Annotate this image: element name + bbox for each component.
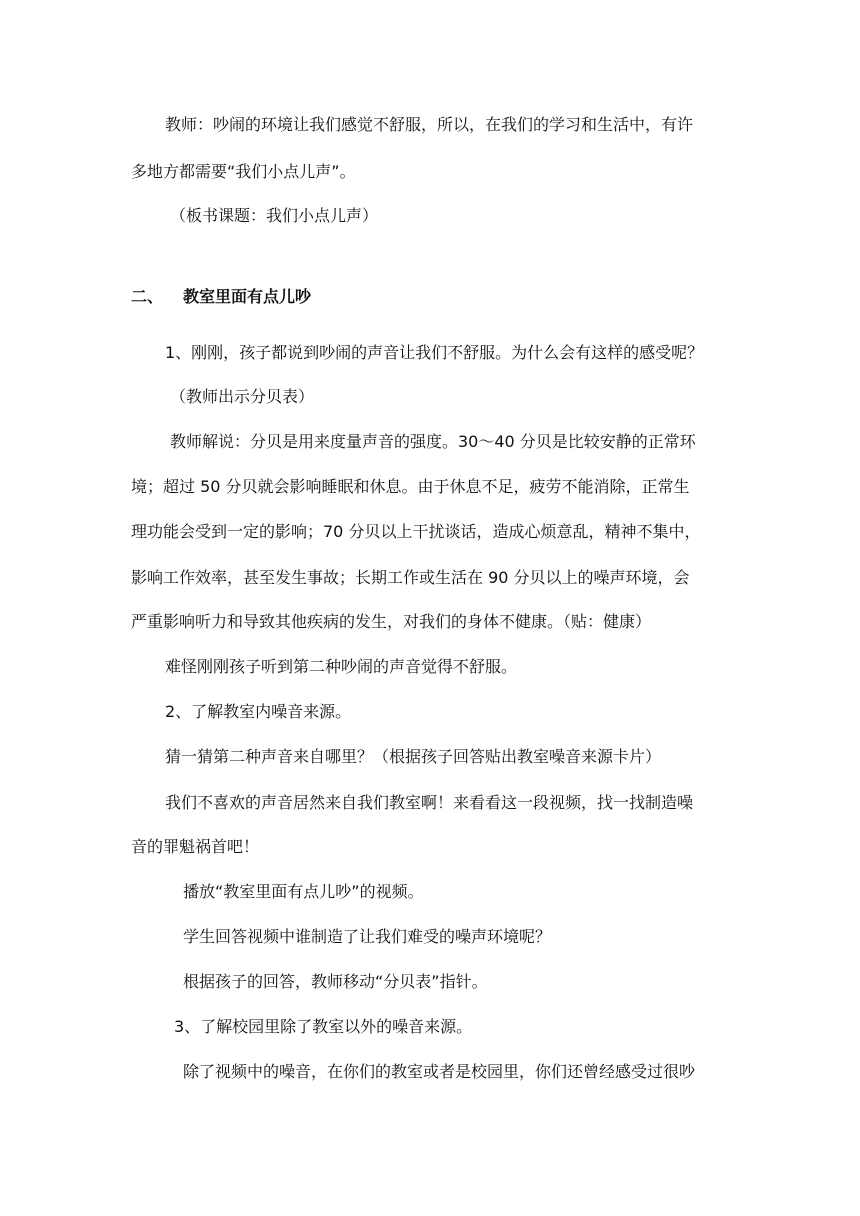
paragraph-line: 我们不喜欢的声音居然来自我们教室啊！来看看这一段视频，找一找制造噪 <box>165 793 694 812</box>
paragraph-line: 除了视频中的噪音，在你们的教室或者是校园里，你们还曾经感受过很吵 <box>183 1062 696 1081</box>
paragraph-line: 多地方都需要“我们小点儿声”。 <box>131 162 356 181</box>
paragraph-line: 难怪刚刚孩子听到第二种吵闹的声音觉得不舒服。 <box>165 657 518 676</box>
paragraph-line: 严重影响听力和导致其他疾病的发生，对我们的身体不健康。（贴：健康） <box>131 612 652 631</box>
paragraph-line: 教师：吵闹的环境让我们感觉不舒服，所以，在我们的学习和生活中，有许 <box>165 115 694 134</box>
paragraph-line: 理功能会受到一定的影响；70 分贝以上干扰谈话，造成心烦意乱，精神不集中， <box>131 522 701 541</box>
paragraph-line: 播放“教室里面有点儿吵”的视频。 <box>183 882 424 901</box>
paragraph-line: 音的罪魁祸首吧！ <box>131 837 260 856</box>
paragraph-line: 根据孩子的回答，教师移动“分贝表”指针。 <box>183 972 488 991</box>
paragraph-line: （板书课题：我们小点儿声） <box>170 206 379 225</box>
paragraph-line: 2、了解教室内噪音来源。 <box>165 702 352 721</box>
section-title: 教室里面有点儿吵 <box>183 287 312 306</box>
paragraph-line: 3、了解校园里除了教室以外的噪音来源。 <box>174 1017 473 1036</box>
paragraph-line: 影响工作效率，甚至发生事故；长期工作或生活在 90 分贝以上的噪声环境，会 <box>131 568 690 587</box>
section-number: 二、 <box>131 287 164 306</box>
paragraph-line: 学生回答视频中谁制造了让我们难受的噪声环境呢？ <box>183 927 552 946</box>
section-heading <box>131 286 311 308</box>
paragraph-line: 教师解说：分贝是用来度量声音的强度。30～40 分贝是比较安静的正常环 <box>170 432 696 451</box>
paragraph-line: 1、刚刚，孩子都说到吵闹的声音让我们不舒服。为什么会有这样的感受呢？ <box>165 343 704 362</box>
paragraph-line: 境；超过 50 分贝就会影响睡眠和休息。由于休息不足，疲劳不能消除，正常生 <box>131 477 690 496</box>
paragraph-line: 猜一猜第二种声音来自哪里？（根据孩子回答贴出教室噪音来源卡片） <box>165 747 662 766</box>
paragraph-line: （教师出示分贝表） <box>170 387 315 406</box>
